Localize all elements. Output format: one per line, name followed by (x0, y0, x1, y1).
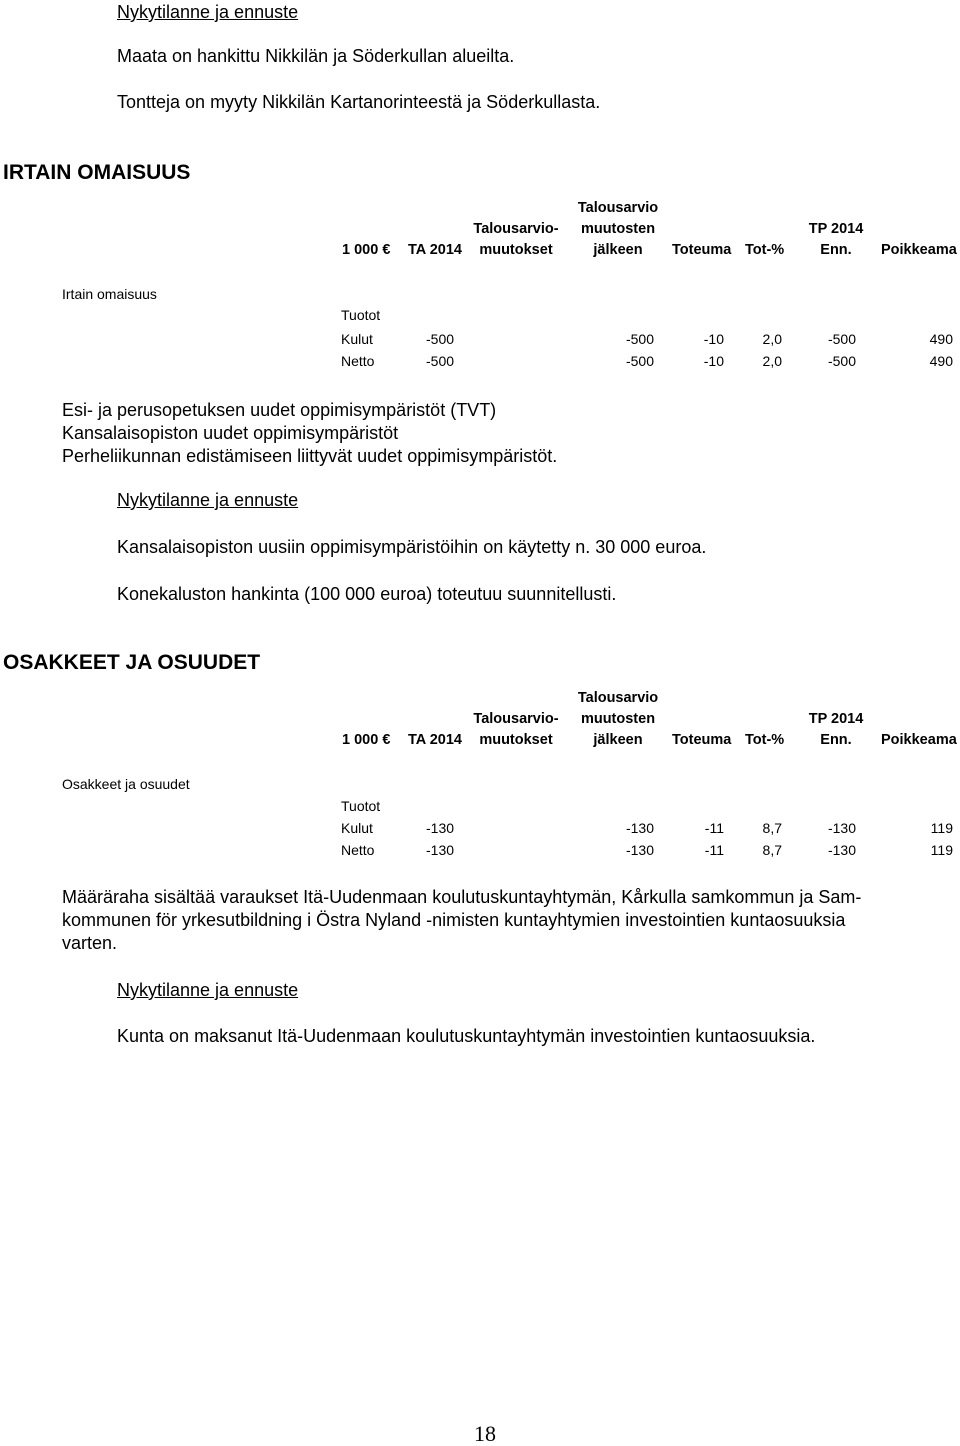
jalkeen-header-line3: jälkeen (593, 242, 643, 258)
unit-header: 1 000 € (342, 242, 391, 258)
status-heading: Nykytilanne ja ennuste (117, 490, 299, 510)
row-label: Netto (341, 353, 375, 369)
jalkeen-header-line1: Talousarvio (577, 200, 659, 216)
cell-jalkeen: -500 (625, 353, 654, 369)
jalkeen-header-line1: Talousarvio (577, 690, 659, 706)
cell-toteuma: -11 (704, 842, 724, 858)
cell-totp: 8,7 (762, 820, 782, 836)
poikkeama-header: Poikkeama (881, 732, 957, 748)
row-label: Netto (341, 842, 375, 858)
description-line: Esi- ja perusopetuksen uudet oppimisympäristöt (TVT) (62, 400, 497, 420)
cell-tp: -130 (827, 842, 856, 858)
cell-poikkeama: 490 (929, 331, 953, 347)
table-label: Osakkeet ja osuudet (62, 776, 190, 792)
cell-toteuma: -11 (704, 820, 724, 836)
muutokset-header-line2: muutokset (479, 242, 553, 258)
cell-ta: -130 (426, 820, 455, 836)
cell-tp: -500 (827, 353, 856, 369)
section-heading: OSAKKEET JA OSUUDET (3, 651, 261, 674)
tp-header-line2: Enn. (820, 732, 852, 748)
cell-jalkeen: -500 (625, 331, 654, 347)
paragraph: Tontteja on myyty Nikkilän Kartanorinteestä ja Söderkullasta. (117, 92, 601, 112)
cell-jalkeen: -130 (625, 820, 654, 836)
cell-ta: -130 (426, 842, 455, 858)
cell-poikkeama: 490 (929, 353, 953, 369)
cell-totp: 2,0 (762, 331, 782, 347)
toteuma-header: Toteuma (672, 242, 732, 258)
totp-header: Tot-% (745, 242, 785, 258)
tp-header-line1: TP 2014 (808, 221, 864, 237)
status-paragraph: Konekaluston hankinta (100 000 euroa) toteutuu suunnitellusti. (117, 584, 617, 604)
status-paragraph: Kunta on maksanut Itä-Uudenmaan koulutuskuntayhtymän investointien kuntaosuuksia. (117, 1026, 816, 1046)
cell-poikkeama: 119 (930, 842, 953, 858)
cell-tp: -130 (827, 820, 856, 836)
status-heading: Nykytilanne ja ennuste (117, 980, 299, 1000)
description-line: varten. (62, 933, 118, 953)
jalkeen-header-line2: muutosten (580, 711, 656, 727)
cell-totp: 8,7 (762, 842, 782, 858)
poikkeama-header: Poikkeama (881, 242, 957, 258)
page-number: 18 (474, 1421, 496, 1446)
toteuma-header: Toteuma (672, 732, 732, 748)
totp-header: Tot-% (745, 732, 785, 748)
status-heading: Nykytilanne ja ennuste (117, 2, 299, 22)
row-label: Tuotot (341, 798, 381, 814)
description-line: Perheliikunnan edistämiseen liittyvät uudet oppimisympäristöt. (62, 446, 558, 466)
description-line: Kansalaisopiston uudet oppimisympäristöt (62, 423, 399, 443)
ta-header: TA 2014 (408, 242, 462, 258)
ta-header: TA 2014 (408, 732, 462, 748)
description-line: kommunen för yrkesutbildning i Östra Nyland -nimisten kuntayhtymien investointien kuntaosuuksia (62, 910, 846, 930)
cell-toteuma: -10 (703, 331, 724, 347)
section-heading: IRTAIN OMAISUUS (3, 161, 191, 184)
table-label: Irtain omaisuus (62, 286, 157, 302)
jalkeen-header-line2: muutosten (580, 221, 656, 237)
description-line: Määräraha sisältää varaukset Itä-Uudenmaan koulutuskuntayhtymän, Kårkulla samkommun ja Sam- (62, 887, 862, 907)
row-label: Kulut (341, 820, 373, 836)
cell-tp: -500 (827, 331, 856, 347)
unit-header: 1 000 € (342, 732, 391, 748)
row-label: Tuotot (341, 307, 381, 323)
status-paragraph: Kansalaisopiston uusiin oppimisympäristöihin on käytetty n. 30 000 euroa. (117, 537, 707, 557)
cell-ta: -500 (426, 331, 455, 347)
jalkeen-header-line3: jälkeen (593, 732, 643, 748)
cell-poikkeama: 119 (930, 820, 953, 836)
tp-header-line1: TP 2014 (808, 711, 864, 727)
cell-totp: 2,0 (762, 353, 782, 369)
row-label: Kulut (341, 331, 373, 347)
cell-ta: -500 (426, 353, 455, 369)
cell-jalkeen: -130 (625, 842, 654, 858)
muutokset-header-line1: Talousarvio- (473, 711, 559, 727)
muutokset-header-line2: muutokset (479, 732, 553, 748)
tp-header-line2: Enn. (820, 242, 852, 258)
paragraph: Maata on hankittu Nikkilän ja Söderkullan alueilta. (117, 46, 515, 66)
muutokset-header-line1: Talousarvio- (473, 221, 559, 237)
cell-toteuma: -10 (703, 353, 724, 369)
